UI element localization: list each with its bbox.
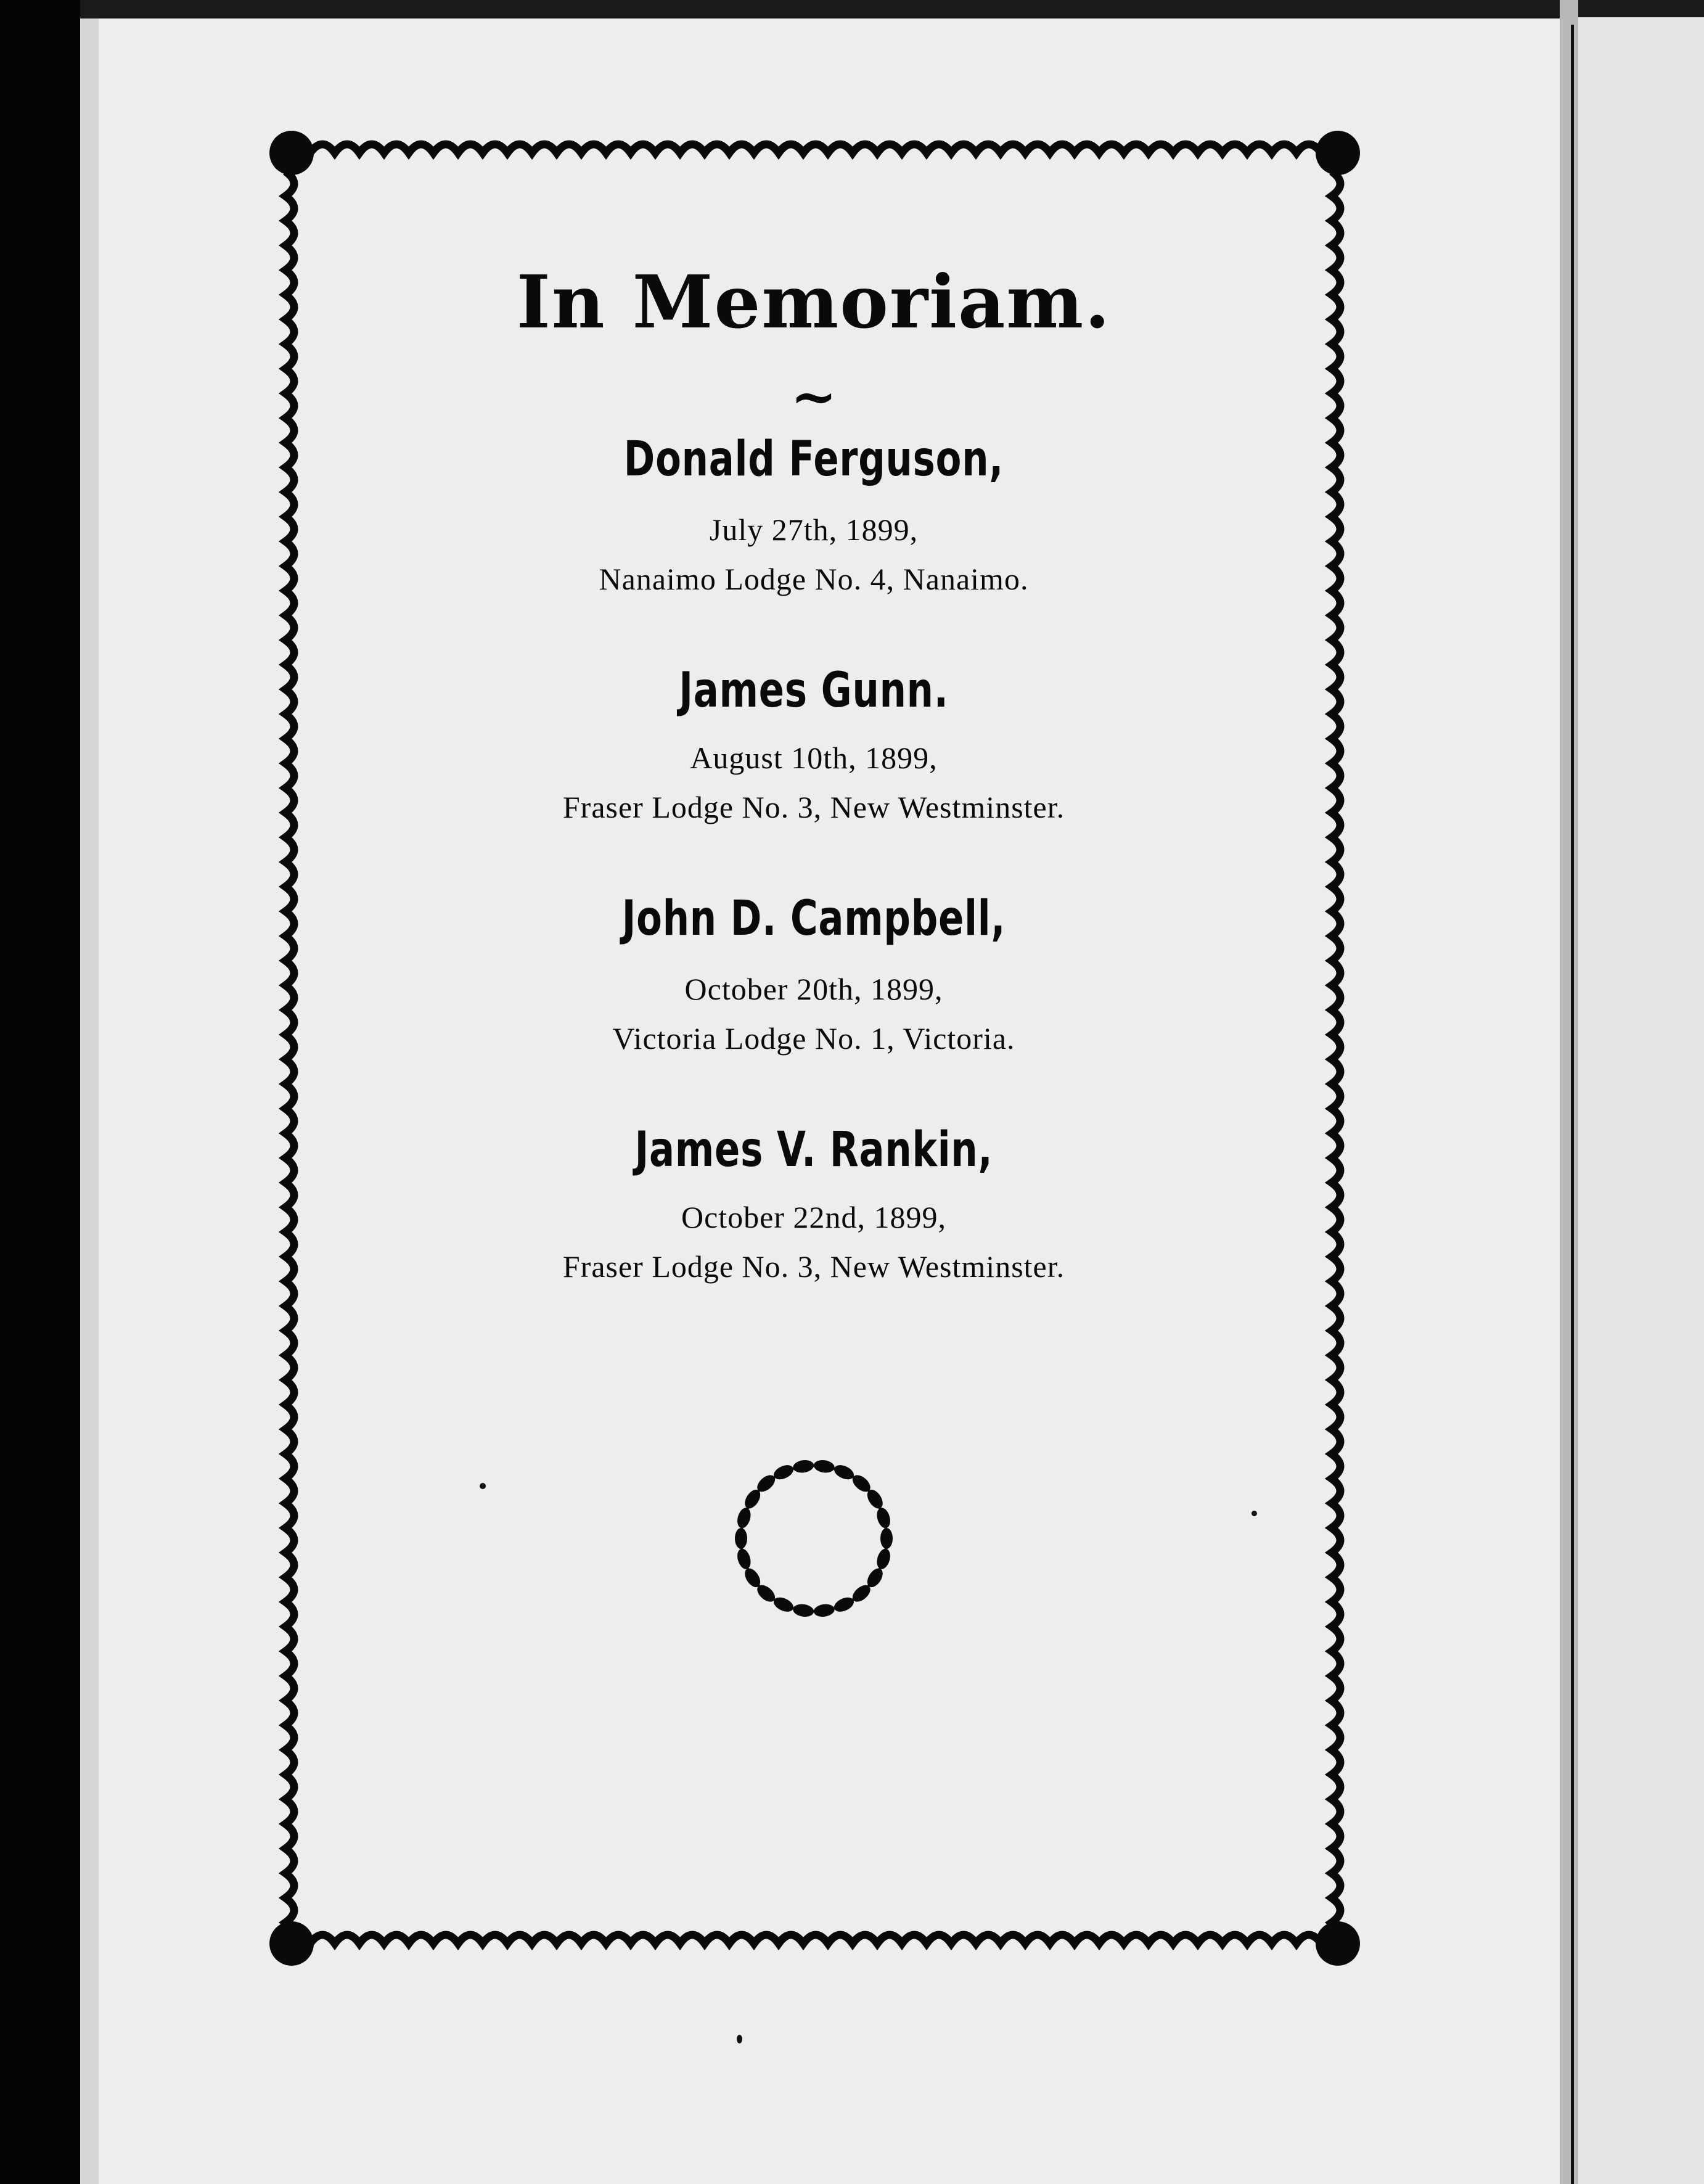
entry-date: July 27th, 1899, — [709, 512, 919, 547]
entry-date: October 20th, 1899, — [684, 972, 943, 1006]
entry-date: October 22nd, 1899, — [681, 1200, 947, 1234]
laurel-wreath-icon — [721, 1443, 906, 1634]
corner-dot-bottom-left — [269, 1921, 314, 1966]
border-wave — [1332, 171, 1340, 1947]
entry-name: John D. Campbell, — [621, 891, 1006, 946]
print-speck — [480, 1483, 486, 1489]
border-wave — [285, 171, 294, 1947]
entry-name: James V. Rankin, — [634, 1122, 993, 1178]
print-speck — [737, 2035, 742, 2043]
entry-name: Donald Ferguson, — [623, 432, 1004, 487]
entry-name: James Gunn. — [679, 663, 949, 718]
border-wave — [310, 144, 1321, 153]
entry-date: August 10th, 1899, — [690, 741, 938, 775]
border-wave — [310, 1935, 1321, 1944]
wreath-leaves — [735, 1459, 893, 1618]
corner-dot-top-left — [269, 131, 314, 175]
memoriam-title: In Memoriam. — [516, 259, 1112, 345]
entry-lodge: Nanaimo Lodge No. 4, Nanaimo. — [599, 562, 1029, 596]
print-speck — [1251, 1511, 1257, 1516]
title-ornament: ~ — [790, 364, 837, 429]
corner-dot-top-right — [1316, 131, 1360, 175]
entry-lodge: Fraser Lodge No. 3, New Westminster. — [562, 790, 1065, 824]
corner-dot-bottom-right — [1316, 1921, 1360, 1966]
wreath-stem — [741, 1466, 887, 1611]
entry-lodge: Victoria Lodge No. 1, Victoria. — [612, 1021, 1015, 1056]
entry-lodge: Fraser Lodge No. 3, New Westminster. — [562, 1249, 1065, 1284]
